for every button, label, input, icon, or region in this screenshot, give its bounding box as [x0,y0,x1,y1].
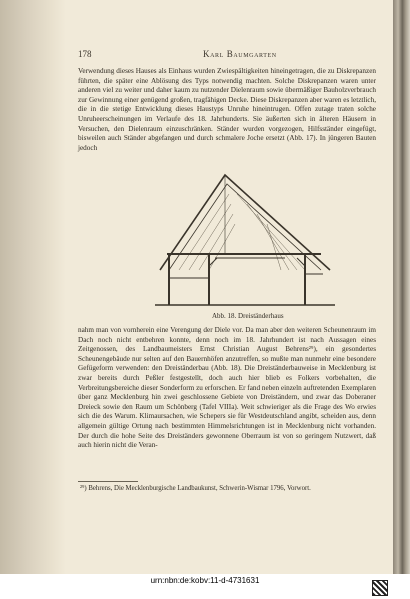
page-header [78,49,368,61]
running-head: Karl Baumgarten [203,49,277,59]
urn-identifier: urn:nbn:de:kobv:11-d-4731631 [150,576,260,585]
figure-caption: Abb. 18. Dreiständerhaus [212,312,284,320]
footnote: ²⁹) Behrens, Die Mecklenburgische Landbaukunst, Schwerin-Wismar 1796, Vorwort. [80,485,311,492]
footnote-rule [78,481,138,482]
book-binding-shadow [0,0,66,574]
body-text-lower [78,326,376,490]
page-edge [393,0,410,574]
page-number: 178 [78,49,92,59]
three-post-house-drawing [155,170,335,310]
paragraph-2: nahm man von vornherein eine Verengung der Diele vor. Da man aber den weiteren Scheunenraum im Dach noch nicht entbehren konnte, denn noch im 18. Jahrhundert ist nach Aussagen eines Zeitgenossen, des Landbaumeisters Ernst Christian August Behrens²⁹), ein gesondertes Scheunengebäude nur selten auf den Bauernhöfen anzutreffen, so mußte man nunmehr eine besondere Gefügeform verwenden: den Dreiständerbau (Abb. 18). Die Dreiständerbauweise in Mecklenburg ist zwar bereits durch Peßler festgestellt, doch auch hier blieb es Folkers vorbehalten, die Verbreitungsbereiche dieser Sonderform zu erforschen. Er fand neben einzeln auftretenden Exemplaren über ganz Mecklenburg hin zwei geschlossene Gebiete von Dreiständern, und zwar das Doberaner Dreieck sowie den Raum um Schönberg (Tafel VIIIa). Weit schwieriger als die Frage des Wo erwies sich die des Warum. Klimaursachen, wie Schepers sie für Westdeutschland angibt, scheiden aus, denn allgemein gültige Ortung nach bestimmten Himmelsrichtungen ist in Mecklenburg nicht vorhanden. Der durch die hohe Seite des Dreiständers gewonnene Oberraum ist von so geringem Nutzwert, daß auch hierin nicht die Veran- [78,326,376,450]
qr-code-icon [372,580,388,596]
frame [155,175,335,305]
paragraph-1: Verwendung dieses Hauses als Einhaus wurden Zwiespältigkeiten hineingetragen, die zu Diskrepanzen führten, die später eine Ablösung des Typs notwendig machten. Solche Diskrepanzen waren unter anderen viel zu weiter und daher kaum zu nutzender Dielenraum sowie übermäßiger Bauholzverbrauch zur Gewinnung einer genügend großen, tragfähigen Decke. Diese Diskrepanzen aber waren es letztlich, die in die stetige Entwicklung dieses Haustyps Unruhe hineintrugen. Offen zutage traten solche Unruheerscheinungen im Verlaufe des 18. Jahrhunderts. Sie äußerten sich in älteren Häusern in Versuchen, den Dielenraum einzuschränken. Ständer wurden vorgezogen, Hilfsständer eingefügt, bisweilen auch Ständer abgefangen und durch schmalere Joche ersetzt (Abb. 17). In jüngeren Bauten jedoch [78,67,376,152]
